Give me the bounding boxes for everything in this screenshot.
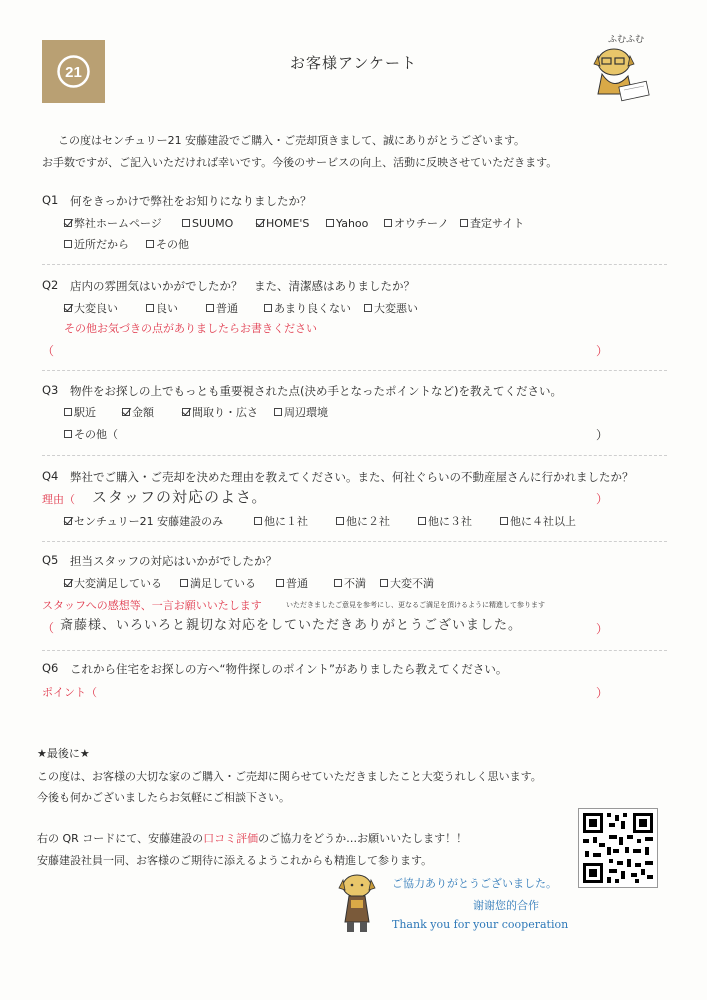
q6-point-label: ポイント（ — [42, 686, 97, 699]
checkbox[interactable] — [418, 517, 426, 525]
qr-code-icon — [579, 809, 657, 887]
q4-option[interactable]: 他に２社 — [336, 513, 418, 529]
staff-line: 安藤建設社員一同、お客様のご期待に添えるようこれからも精進して参ります。 — [37, 854, 433, 867]
q2-option[interactable]: 大変良い — [64, 300, 146, 316]
q4-option[interactable]: 他に４社以上 — [500, 513, 576, 529]
q1-option[interactable]: 査定サイト — [460, 215, 524, 231]
q5-options — [64, 575, 434, 591]
checkbox-checked[interactable] — [122, 408, 130, 416]
q2-option[interactable]: 良い — [146, 300, 206, 316]
checkbox[interactable] — [334, 579, 342, 587]
divider — [42, 455, 667, 456]
checkbox[interactable] — [364, 304, 372, 312]
q5-answer[interactable]: 斎藤様、いろいろと親切な対応をしていただきありがとうございました。 — [60, 618, 523, 633]
paren-close: ） — [596, 428, 609, 442]
divider — [42, 650, 667, 651]
q5-option[interactable]: 大変不満 — [380, 575, 434, 591]
dog-mascot-icon — [333, 872, 383, 934]
q6-point-field[interactable] — [100, 682, 590, 700]
q3-question: 物件をお探しの上でもっとも重要視された点(決め手となったポイントなど)を教えてください。 — [70, 384, 562, 398]
q1-option[interactable]: 弊社ホームページ — [64, 215, 182, 231]
q5-option[interactable]: 満足している — [180, 575, 276, 591]
divider — [42, 541, 667, 542]
q2-comment-field[interactable] — [56, 342, 592, 360]
checkbox[interactable] — [182, 219, 190, 227]
page-title: お客様アンケート — [289, 54, 418, 72]
checkbox[interactable] — [326, 219, 334, 227]
q5-prompt: スタッフへの感想等、一言お願いいたします — [42, 599, 262, 612]
q3-option[interactable]: 駅近 — [64, 404, 122, 420]
qr-request-line: 右の QR コードにて、安藤建設の口コミ評価のご協力をどうか…お願いいたします！！ — [37, 832, 468, 845]
q2-question: 店内の雰囲気はいかがでしたか？ また、清潔感はありましたか？ — [70, 279, 415, 293]
q1-options-row2 — [64, 236, 189, 252]
paren-close: ） — [596, 622, 609, 636]
intro-line-2: お手数ですが、ご記入いただければ幸いです。今後のサービスの向上、活動に反映させていただきます。 — [42, 156, 558, 169]
paren-close: ） — [596, 686, 609, 700]
checkbox[interactable] — [500, 517, 508, 525]
checkbox[interactable] — [336, 517, 344, 525]
intro-line-1: この度はセンチュリー21 安藤建設でご購入・ご売却頂きまして、誠にありがとうございます。 — [58, 134, 526, 147]
checkbox[interactable] — [64, 240, 72, 248]
q4-label: Q4 — [42, 469, 59, 483]
q5-question: 担当スタッフの対応はいかがでしたか？ — [70, 554, 277, 568]
q3-label: Q3 — [42, 383, 59, 397]
q6-label: Q6 — [42, 661, 59, 675]
q1-option[interactable]: 近所だから — [64, 236, 146, 252]
paren-open: （ — [42, 344, 55, 358]
q4-option[interactable]: センチュリー21 安藤建設のみ — [64, 513, 254, 529]
checkbox[interactable] — [276, 579, 284, 587]
checkbox-checked[interactable] — [64, 517, 72, 525]
q2-option[interactable]: あまり良くない — [264, 300, 364, 316]
checkbox-checked[interactable] — [64, 304, 72, 312]
thanks-chinese: 谢谢您的合作 — [473, 899, 539, 912]
q2-options — [64, 300, 418, 316]
q2-option[interactable]: 普通 — [206, 300, 264, 316]
checkbox[interactable] — [146, 240, 154, 248]
paren-open: （ — [42, 621, 55, 635]
q1-label: Q1 — [42, 193, 59, 207]
checkbox[interactable] — [254, 517, 262, 525]
mascot-dog-bowing — [333, 872, 383, 934]
closing-line-2: 今後も何かございましたらお気軽にご相談下さい。 — [37, 791, 290, 804]
q4-reason-label: 理由（ — [42, 493, 75, 506]
q4-reason-answer[interactable]: スタッフの対応のよさ。 — [92, 488, 268, 506]
q5-label: Q5 — [42, 553, 59, 567]
q6-question: これから住宅をお探しの方へ“物件探しのポイント”がありましたら教えてください。 — [70, 662, 508, 676]
q1-option[interactable]: HOME'S — [256, 217, 326, 230]
q4-option[interactable]: 他に１社 — [254, 513, 336, 529]
checkbox[interactable] — [180, 579, 188, 587]
checkbox-checked[interactable] — [64, 219, 72, 227]
checkbox[interactable] — [380, 579, 388, 587]
q3-other[interactable]: その他（ — [64, 426, 118, 442]
checkbox[interactable] — [274, 408, 282, 416]
q1-option[interactable]: その他 — [146, 236, 189, 252]
checkbox[interactable] — [206, 304, 214, 312]
q1-option[interactable]: Yahoo — [326, 217, 384, 230]
checkbox-checked[interactable] — [64, 579, 72, 587]
divider — [42, 264, 667, 265]
mascot-illustration — [584, 34, 664, 104]
q1-options-row1 — [64, 215, 524, 231]
q5-option[interactable]: 不満 — [334, 575, 380, 591]
closing-heading: ★最後に★ — [37, 747, 90, 760]
paren-close: ） — [596, 344, 609, 358]
mascot-dog-icon — [584, 44, 659, 104]
thanks-english: Thank you for your cooperation — [392, 918, 569, 931]
q1-option[interactable]: SUUMO — [182, 217, 256, 230]
checkbox[interactable] — [264, 304, 272, 312]
review-highlight: 口コミ評価 — [203, 832, 259, 845]
sticker-text: ふむふむ — [608, 35, 645, 45]
checkbox[interactable] — [384, 219, 392, 227]
paren-close: ） — [596, 492, 609, 506]
logo-text: 21 — [65, 64, 82, 81]
q5-option[interactable]: 大変満足している — [64, 575, 180, 591]
q3-option[interactable]: 金額 — [122, 404, 182, 420]
closing-line-1: この度は、お客様の大切な家のご購入・ご売却に関らせていただきましたこと大変うれしく思います。 — [37, 770, 542, 783]
q1-option[interactable]: オウチーノ — [384, 215, 460, 231]
checkbox-checked[interactable] — [182, 408, 190, 416]
q4-options — [64, 513, 576, 529]
checkbox[interactable] — [146, 304, 154, 312]
q5-note: いただきましたご意見を参考にし、更なるご満足を頂けるように精進して参ります — [286, 601, 545, 609]
q1-question: 何をきっかけで弊社をお知りになりましたか？ — [70, 194, 312, 208]
checkbox[interactable] — [64, 430, 72, 438]
divider — [42, 370, 667, 371]
q4-question: 弊社でご購入・ご売却を決めた理由を教えてください。また、何社ぐらいの不動産屋さんに行かれましたか？ — [70, 470, 634, 484]
q2-prompt: その他お気づきの点がありましたらお書きください — [64, 322, 317, 335]
qr-code[interactable] — [578, 808, 658, 888]
q3-option[interactable]: 周辺環境 — [274, 404, 328, 420]
q3-options — [64, 404, 328, 420]
q4-option[interactable]: 他に３社 — [418, 513, 500, 529]
q2-label: Q2 — [42, 278, 59, 292]
q5-option[interactable]: 普通 — [276, 575, 334, 591]
q3-option[interactable]: 間取り・広さ — [182, 404, 274, 420]
q2-option[interactable]: 大変悪い — [364, 300, 418, 316]
checkbox-checked[interactable] — [256, 219, 264, 227]
thanks-japanese: ご協力ありがとうございました。 — [392, 877, 557, 890]
checkbox[interactable] — [460, 219, 468, 227]
checkbox[interactable] — [64, 408, 72, 416]
